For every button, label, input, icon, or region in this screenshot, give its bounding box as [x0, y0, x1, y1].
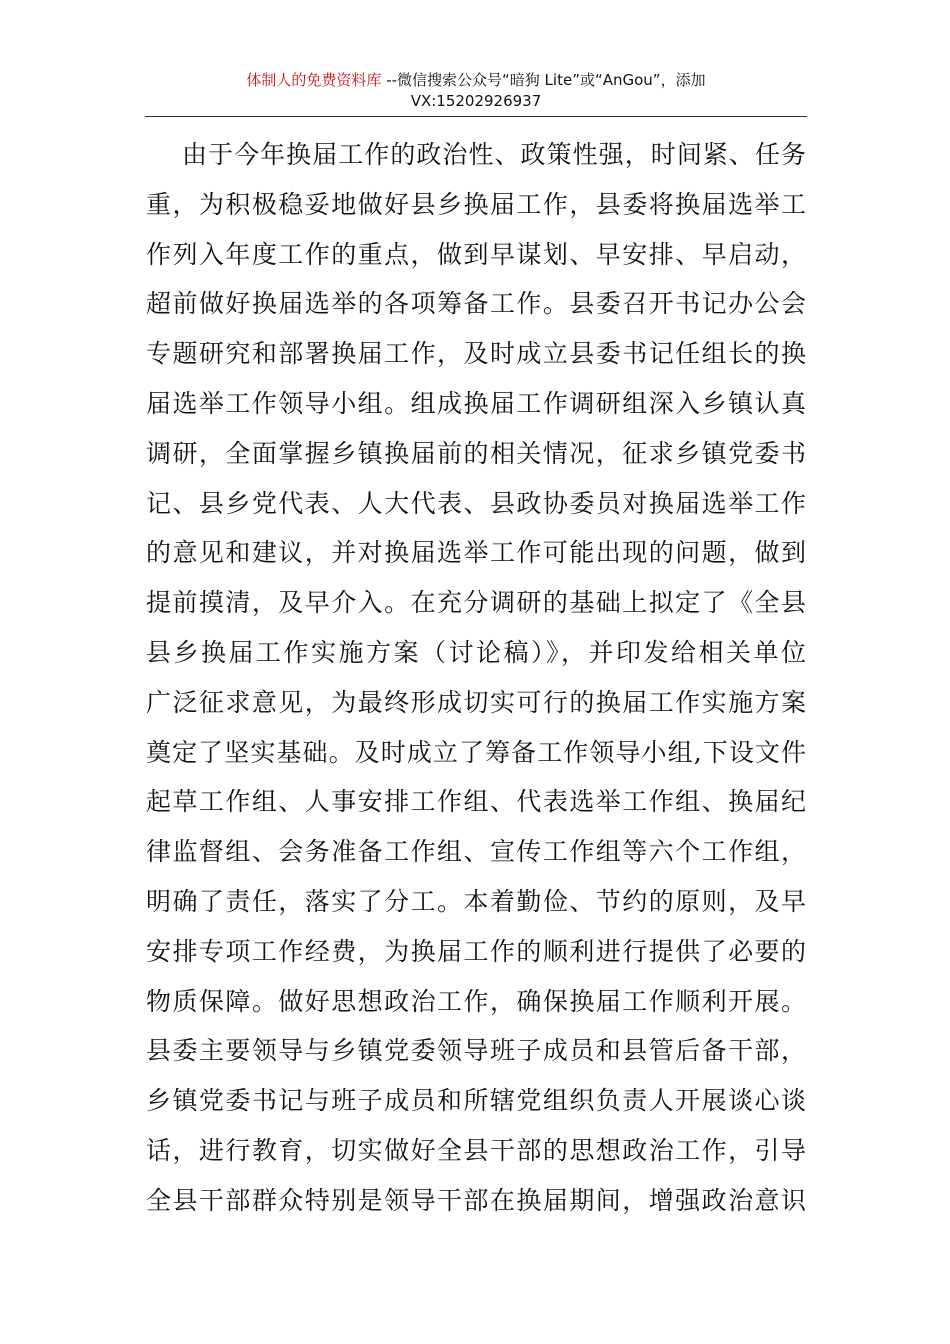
body-line: 县委主要领导与乡镇党委领导班子成员和县管后备干部，	[146, 1036, 806, 1066]
document-body	[146, 134, 806, 1230]
body-line: 物质保障。做好思想政治工作，确保换届工作顺利开展。	[146, 986, 806, 1016]
body-line: 广泛征求意见，为最终形成切实可行的换届工作实施方案	[146, 687, 806, 717]
page-header	[145, 70, 807, 112]
body-line: 明确了责任，落实了分工。本着勤俭、节约的原则，及早	[146, 886, 806, 916]
header-brand: 体制人的免费资料库	[246, 71, 382, 89]
body-line: 安排专项工作经费，为换届工作的顺利进行提供了必要的	[146, 936, 806, 966]
header-line-2: VX:15202926937	[410, 92, 542, 110]
header-promo-text: --微信搜索公众号“暗狗 Lite”或“AnGou”，添加	[381, 71, 706, 89]
body-line: 起草工作组、人事安排工作组、代表选举工作组、换届纪	[146, 787, 806, 817]
body-line: 超前做好换届选举的各项筹备工作。县委召开书记办公会	[146, 289, 806, 319]
body-line: 全县干部群众特别是领导干部在换届期间，增强政治意识	[146, 1185, 806, 1215]
body-line: 乡镇党委书记与班子成员和所辖党组织负责人开展谈心谈	[146, 1086, 806, 1116]
body-line: 县乡换届工作实施方案（讨论稿）》，并印发给相关单位	[146, 637, 806, 667]
body-line: 调研，全面掌握乡镇换届前的相关情况，征求乡镇党委书	[146, 438, 806, 468]
body-line: 由于今年换届工作的政治性、政策性强，时间紧、任务	[182, 140, 806, 169]
header-divider	[145, 116, 807, 117]
body-line: 记、县乡党代表、人大代表、县政协委员对换届选举工作	[146, 488, 806, 518]
body-line: 奠定了坚实基础。及时成立了筹备工作领导小组,下设文件	[146, 737, 806, 767]
body-line: 话，进行教育，切实做好全县干部的思想政治工作，引导	[146, 1135, 806, 1165]
body-line: 律监督组、会务准备工作组、宣传工作组等六个工作组，	[146, 837, 806, 867]
header-line-1	[145, 70, 807, 91]
body-line: 专题研究和部署换届工作，及时成立县委书记任组长的换	[146, 339, 806, 369]
body-line: 重，为积极稳妥地做好县乡换届工作，县委将换届选举工	[146, 189, 806, 219]
body-line: 作列入年度工作的重点，做到早谋划、早安排、早启动，	[146, 239, 806, 269]
body-line: 届选举工作领导小组。组成换届工作调研组深入乡镇认真	[146, 388, 806, 418]
body-line: 的意见和建议，并对换届选举工作可能出现的问题，做到	[146, 538, 806, 568]
body-line: 提前摸清，及早介入。在充分调研的基础上拟定了《全县	[146, 588, 806, 618]
